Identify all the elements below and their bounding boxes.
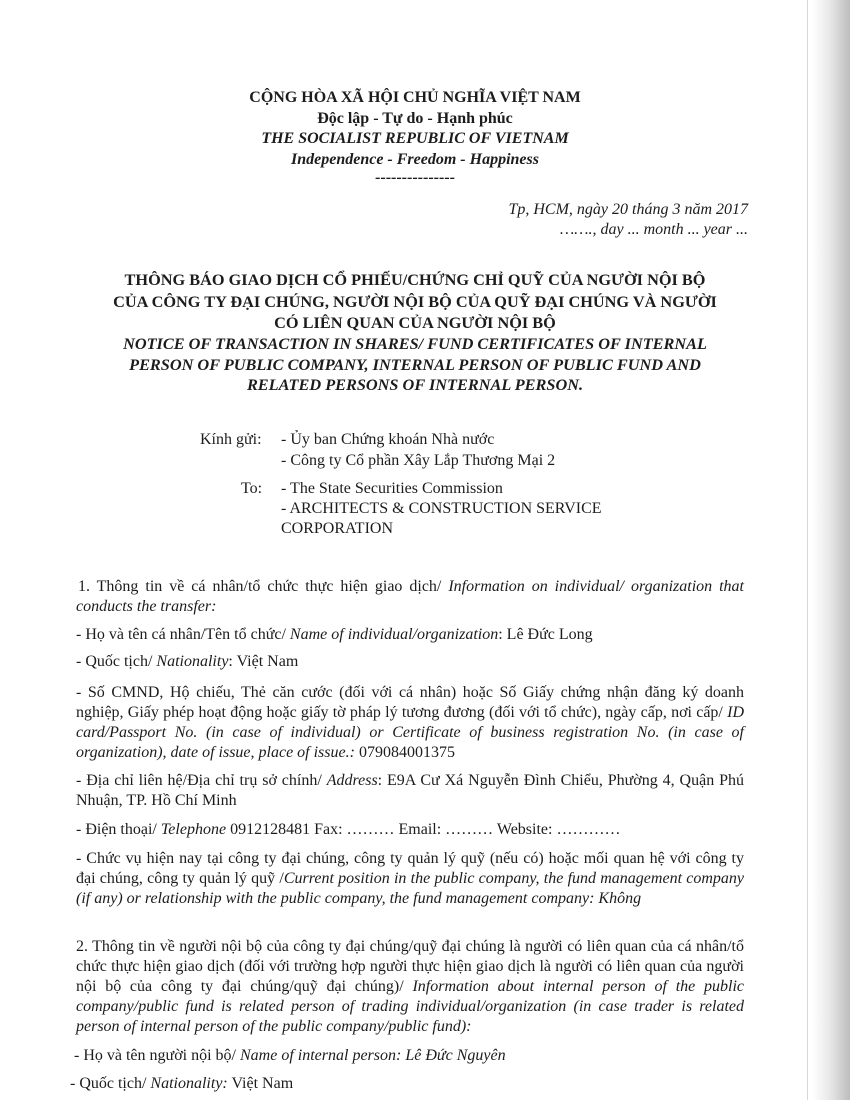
national-header-vn: CỘNG HÒA XÃ HỘI CHỦ NGHĨA VIỆT NAM xyxy=(249,89,581,106)
section1-heading xyxy=(76,577,744,617)
s1-position-row xyxy=(76,849,744,909)
s1-address-label-vn: - Địa chỉ liên hệ/Địa chỉ trụ sở chính/ xyxy=(76,772,327,789)
addressee-label-vn: Kính gửi: xyxy=(200,431,262,448)
s1-nationality-label-en: Nationality xyxy=(156,653,229,670)
recipient-vn-2: - Công ty Cổ phần Xây Lắp Thương Mại 2 xyxy=(281,452,556,469)
s1-phone-row xyxy=(76,820,620,840)
title-en-line-1: NOTICE OF TRANSACTION IN SHARES/ FUND CERTIFICATES OF INTERNAL xyxy=(123,334,707,353)
s1-id-row xyxy=(76,683,744,763)
recipient-en-3: CORPORATION xyxy=(281,520,394,537)
s1-nationality-label-vn: - Quốc tịch/ xyxy=(76,653,157,670)
recipient-en-1: - The State Securities Commission xyxy=(281,480,503,497)
s1-id-value: 079084001375 xyxy=(354,744,455,761)
s1-phone-label-vn: - Điện thoại/ xyxy=(76,821,161,838)
section1-heading-vn: 1. Thông tin về cá nhân/tổ chức thực hiện giao dịch/ xyxy=(78,578,449,595)
s2-name-row xyxy=(74,1046,506,1066)
s1-address-row xyxy=(76,771,744,811)
motto-en: Independence - Freedom - Happiness xyxy=(291,151,539,168)
section1-heading-en: Information on individual/ organization that conducts the transfer: xyxy=(76,578,744,615)
s2-nationality-value: Việt Nam xyxy=(227,1075,294,1092)
date-vn: Tp, HCM, ngày 20 tháng 3 năm 2017 xyxy=(508,201,748,218)
recipient-en-2: - ARCHITECTS & CONSTRUCTION SERVICE xyxy=(281,500,602,517)
section2-heading-vn: 2. Thông tin về người nội bộ của công ty đại chúng/quỹ đại chúng là người có liên quan của cá nhân/tổ chức thực hiện giao dịch (đối với trường hợp người thực hiện giao dịch là người có liên quan của người nội bộ của công ty đại chúng/quỹ đại chúng)/ xyxy=(76,938,744,995)
s2-nationality-label-vn: - Quốc tịch/ xyxy=(70,1075,151,1092)
s2-name-label-en: Name of internal person: Lê Đức Nguyên xyxy=(240,1047,506,1064)
s1-address-value: : E9A Cư Xá Nguyễn Đình Chiểu, Phường 4, Quận Phú Nhuận, TP. Hồ Chí Minh xyxy=(76,772,744,809)
s1-name-label-vn: - Họ và tên cá nhân/Tên tổ chức/ xyxy=(76,626,290,643)
s1-nationality-row xyxy=(76,652,298,672)
s1-address-label-en: Address xyxy=(326,772,378,789)
motto-vn: Độc lập - Tự do - Hạnh phúc xyxy=(317,110,513,127)
s1-position-label-vn: - Chức vụ hiện nay tại công ty đại chúng, công ty quản lý quỹ (nếu có) hoặc mối quan hệ với công ty đại chúng, công ty quản lý quỹ / xyxy=(76,850,744,887)
recipient-vn-1: - Ủy ban Chứng khoán Nhà nước xyxy=(281,431,495,448)
s1-nationality-value: : Việt Nam xyxy=(228,653,299,670)
national-header-en: THE SOCIALIST REPUBLIC OF VIETNAM xyxy=(261,130,569,147)
section2-heading xyxy=(76,937,744,1037)
s1-id-label-en: ID card/Passport No. (in case of individual) or Certificate of business registration No. (in case of organization), date of issue, place of issue.: xyxy=(76,704,744,761)
s1-phone-label-en: Telephone xyxy=(160,821,227,838)
s1-phone-value: 0912128481 Fax: ……… Email: ……… Website: ………… xyxy=(226,821,621,838)
title-en-line-3: RELATED PERSONS OF INTERNAL PERSON. xyxy=(246,375,584,394)
section2-heading-en: Information about internal person of the public company/public fund is related person of trading individual/organization (in case trader is related person of internal person of the public company/public fund): xyxy=(76,978,745,1035)
title-vn-line-3: CÓ LIÊN QUAN CỦA NGƯỜI NỘI BỘ xyxy=(274,313,556,332)
s1-name-label-en: Name of individual/organization xyxy=(289,626,499,643)
header-separator: --------------- xyxy=(375,169,455,186)
title-en-line-2: PERSON OF PUBLIC COMPANY, INTERNAL PERSON OF PUBLIC FUND AND xyxy=(129,355,701,374)
date-en: ……., day ... month ... year ... xyxy=(560,221,748,238)
addressee-label-en: To: xyxy=(241,480,263,497)
title-vn-line-1: THÔNG BÁO GIAO DỊCH CỔ PHIẾU/CHỨNG CHỈ QUỸ CỦA NGƯỜI NỘI BỘ xyxy=(124,270,706,289)
s1-position-label-en: Current position in the public company, the fund management company (if any) or relationship with the public company, the fund management company: Không xyxy=(76,870,745,907)
s1-id-label-vn: - Số CMND, Hộ chiếu, Thẻ căn cước (đối với cá nhân) hoặc Số Giấy chứng nhận đăng ký doanh nghiệp, Giấy phép hoạt động hoặc giấy tờ pháp lý tương đương (đối với tổ chức), ngày cấp, nơi cấp/ xyxy=(76,684,744,721)
s1-name-value: : Lê Đức Long xyxy=(498,626,593,643)
s1-name-row xyxy=(76,625,593,645)
s2-name-label-vn: - Họ và tên người nội bộ/ xyxy=(74,1047,240,1064)
s2-nationality-row xyxy=(70,1074,293,1094)
title-vn-line-2: CỦA CÔNG TY ĐẠI CHÚNG, NGƯỜI NỘI BỘ CỦA QUỸ ĐẠI CHÚNG VÀ NGƯỜI xyxy=(113,292,717,311)
s2-nationality-label-en: Nationality: xyxy=(150,1075,228,1092)
